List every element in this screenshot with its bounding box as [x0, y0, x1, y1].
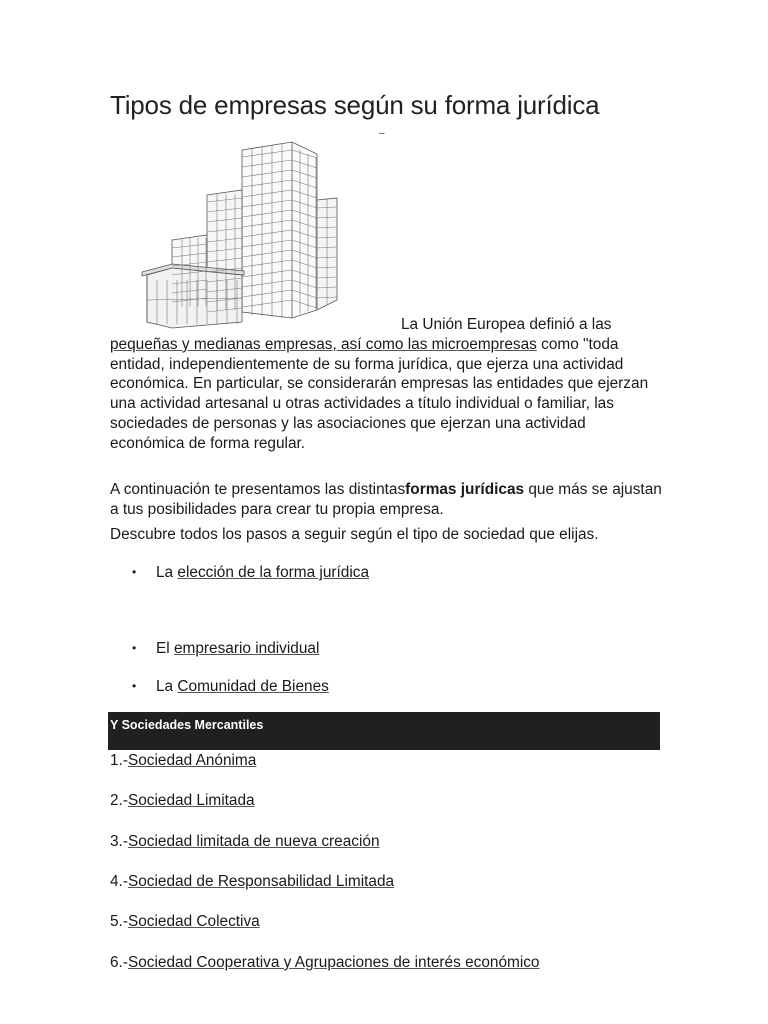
- empresario-individual-link[interactable]: empresario individual: [173, 640, 320, 657]
- section-header-label: Y Sociedades Mercantiles: [110, 718, 264, 732]
- eleccion-forma-link[interactable]: elección de la forma jurídica: [177, 564, 370, 581]
- society-item: [110, 872, 394, 892]
- list-item: [132, 638, 319, 659]
- bullet-prefix: La: [156, 564, 178, 581]
- society-number: 5.-: [110, 913, 128, 930]
- society-item: [110, 791, 255, 811]
- bullet-dot: •: [132, 641, 137, 655]
- small-dash: –: [379, 128, 385, 139]
- pymes-link[interactable]: pequeñas y medianas empresas, así como las microempresas: [110, 335, 537, 353]
- society-item: [110, 912, 260, 932]
- society-number: 2.-: [110, 792, 128, 809]
- society-number: 6.-: [110, 954, 128, 971]
- para2-after-text: que más se ajustan a tus posibilidades para crear tu propia empresa.: [110, 481, 662, 518]
- intro-lead-text: La Unión Europea definió a las: [401, 316, 612, 333]
- bullet-prefix: La: [156, 678, 178, 695]
- society-item: [110, 751, 256, 771]
- para2-before-text: A continuación te presentamos las distintas: [110, 481, 406, 498]
- sociedad-anonima-link[interactable]: Sociedad Anónima: [127, 752, 257, 769]
- sociedad-responsabilidad-limitada-link[interactable]: Sociedad de Responsabilidad Limitada: [127, 873, 395, 890]
- sociedad-colectiva-link[interactable]: Sociedad Colectiva: [127, 913, 260, 930]
- society-number: 4.-: [110, 873, 128, 890]
- list-item: [132, 562, 369, 583]
- society-number: 1.-: [110, 752, 128, 769]
- steps-paragraph: Descubre todos los pasos a seguir según el tipo de sociedad que elijas.: [110, 526, 599, 543]
- page-title: Tipos de empresas según su forma jurídica: [110, 90, 600, 120]
- list-item: [132, 676, 329, 697]
- sociedad-nueva-creacion-link[interactable]: Sociedad limitada de nueva creación: [127, 833, 380, 850]
- society-item: [110, 953, 540, 973]
- sociedad-cooperativa-link[interactable]: Sociedad Cooperativa y Agrupaciones de interés económico: [127, 954, 540, 971]
- para2-bold-text: formas jurídicas: [405, 481, 525, 498]
- society-item: [110, 832, 380, 852]
- section-header-bar: [108, 712, 660, 750]
- bullet-dot: •: [132, 679, 137, 693]
- sociedad-limitada-link[interactable]: Sociedad Limitada: [127, 792, 255, 809]
- intro-rest-text: como "toda entidad, independientemente de su forma jurídica, que ejerza una actividad económica. En particular, se considerarán empresas las entidades que ejerzan una actividad artesanal u otras actividades a título individual o familiar, las sociedades de personas y las asociaciones que ejerzan una actividad económica de forma regular.: [110, 335, 649, 452]
- building-illustration: [112, 140, 402, 335]
- forms-paragraph: [110, 480, 662, 520]
- bullet-dot: •: [132, 565, 137, 579]
- intro-paragraph: [110, 315, 662, 454]
- bullet-prefix: El: [156, 640, 174, 657]
- society-number: 3.-: [110, 833, 128, 850]
- comunidad-bienes-link[interactable]: Comunidad de Bienes: [177, 678, 329, 695]
